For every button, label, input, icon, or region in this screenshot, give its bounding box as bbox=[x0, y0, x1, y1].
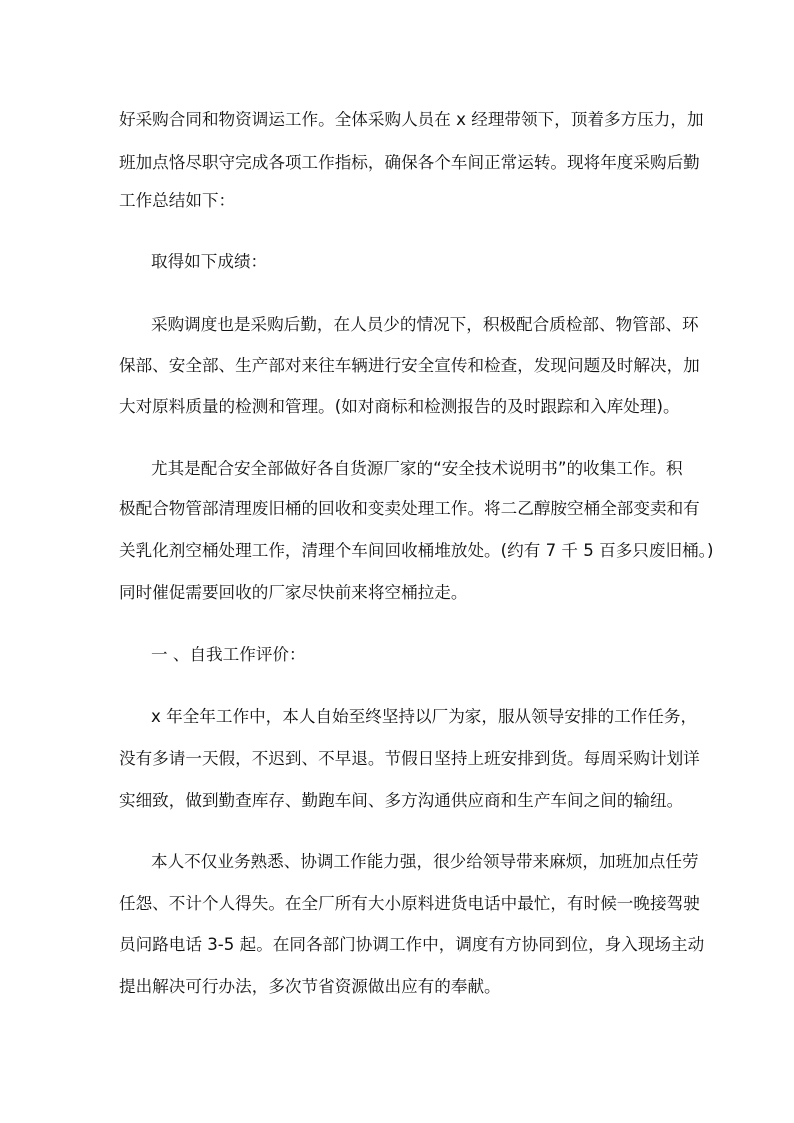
paragraph-line bbox=[0, 575, 794, 611]
line-text: 工作总结如下： bbox=[119, 191, 236, 210]
paragraph-line bbox=[0, 783, 794, 819]
paragraph-line bbox=[0, 348, 794, 384]
line-text: 提出解决可行办法，多次节省资源做出应有的奉献。 bbox=[119, 977, 501, 996]
line-text: 采购调度也是采购后勤，在人员少的情况下，积极配合质检部、物管部、环 bbox=[151, 315, 699, 334]
paragraph-line bbox=[0, 699, 794, 735]
heading-text: 一 、自我工作评价： bbox=[151, 645, 306, 664]
paragraph-line bbox=[0, 307, 794, 343]
line-text: 好采购合同和物资调运工作。全体采购人员在 x 经理带领下，顶着多方压力，加 bbox=[119, 110, 704, 129]
paragraph-line bbox=[0, 533, 794, 569]
line-text: 尤其是配合安全部做好各自货源厂家的“安全技术说明书”的收集工作。积 bbox=[151, 459, 683, 478]
line-text: 实细致，做到勤查库存、勤跑车间、多方沟通供应商和生产车间之间的输纽。 bbox=[119, 791, 684, 810]
section-heading bbox=[0, 244, 794, 280]
paragraph-line bbox=[0, 491, 794, 527]
paragraph-line bbox=[0, 145, 794, 181]
line-text: 同时催促需要回收的厂家尽快前来将空桶拉走。 bbox=[119, 583, 468, 602]
line-text: 极配合物管部清理废旧桶的回收和变卖处理工作。将二乙醇胺空桶全部变卖和有 bbox=[119, 499, 700, 518]
paragraph-line bbox=[0, 451, 794, 487]
paragraph-line bbox=[0, 886, 794, 922]
line-text: 员问路电话 3-5 起。在同各部门协调工作中，调度有方协同到位，身入现场主动 bbox=[119, 935, 705, 954]
paragraph-line bbox=[0, 969, 794, 1005]
line-text: 任怨、不计个人得失。在全厂所有大小原料进货电话中最忙，有时候一晚接驾驶 bbox=[119, 894, 700, 913]
heading-text: 取得如下成绩： bbox=[151, 252, 268, 271]
section-heading bbox=[0, 637, 794, 673]
paragraph-line bbox=[0, 389, 794, 425]
paragraph-line bbox=[0, 183, 794, 219]
line-text: 本人不仅业务熟悉、协调工作能力强，很少给领导带来麻烦，加班加点任劳 bbox=[151, 852, 699, 871]
line-text: 没有多请一天假，不迟到、不早退。节假日坚持上班安排到货。每周采购计划详 bbox=[119, 749, 700, 768]
line-text: 保部、安全部、生产部对来往车辆进行安全宣传和检查，发现问题及时解决，加 bbox=[119, 356, 700, 375]
paragraph-line bbox=[0, 741, 794, 777]
paragraph-line bbox=[0, 102, 794, 138]
line-text: 关乳化剂空桶处理工作，清理个车间回收桶堆放处。(约有 7 千 5 百多只废旧桶。) bbox=[119, 541, 714, 560]
paragraph-line bbox=[0, 844, 794, 880]
line-text: x 年全年工作中，本人自始至终坚持以厂为家，服从领导安排的工作任务， bbox=[151, 707, 698, 726]
line-text: 班加点恪尽职守完成各项工作指标，确保各个车间正常运转。现将年度采购后勤 bbox=[119, 153, 700, 172]
paragraph-line bbox=[0, 927, 794, 963]
line-text: 大对原料质量的检测和管理。(如对商标和检测报告的及时跟踪和入库处理)。 bbox=[119, 397, 680, 416]
